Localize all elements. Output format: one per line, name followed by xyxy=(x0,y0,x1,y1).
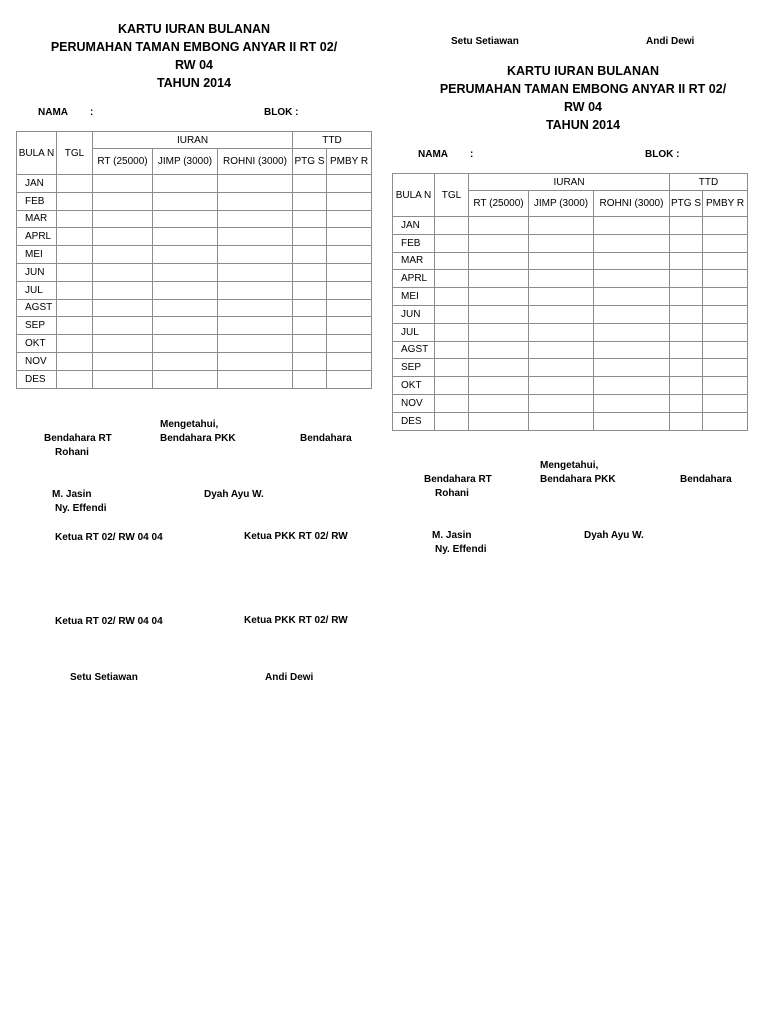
empty-cell[interactable] xyxy=(529,377,594,395)
table-row xyxy=(17,228,372,246)
month-cell: JUN xyxy=(17,263,57,281)
month-cell: FEB xyxy=(393,234,435,252)
empty-cell[interactable] xyxy=(670,377,703,395)
empty-cell[interactable] xyxy=(93,370,153,388)
nama-label-right: NAMA xyxy=(418,149,448,160)
table-row xyxy=(17,352,372,370)
empty-cell[interactable] xyxy=(703,341,748,359)
bendahara-pkk-label-right: Bendahara PKK xyxy=(540,474,616,485)
empty-cell[interactable] xyxy=(529,217,594,235)
m-jasin-name-right: M. Jasin xyxy=(432,530,472,541)
empty-cell[interactable] xyxy=(594,341,670,359)
bendahara-pkk-label: Bendahara PKK xyxy=(160,433,236,444)
empty-cell[interactable] xyxy=(93,299,153,317)
month-cell: APRL xyxy=(17,228,57,246)
header-tgl: TGL xyxy=(57,132,93,175)
empty-cell[interactable] xyxy=(293,335,327,353)
empty-cell[interactable] xyxy=(293,263,327,281)
empty-cell[interactable] xyxy=(153,352,218,370)
ketua-rt-label-2: Ketua RT 02/ RW 04 04 xyxy=(55,616,163,627)
table-row xyxy=(17,281,372,299)
empty-cell[interactable] xyxy=(57,228,93,246)
bendahara-rt-label: Bendahara RT xyxy=(44,433,112,444)
mengetahui-label-right: Mengetahui, xyxy=(540,460,599,471)
empty-cell[interactable] xyxy=(594,323,670,341)
empty-cell[interactable] xyxy=(703,234,748,252)
empty-cell[interactable] xyxy=(703,270,748,288)
empty-cell[interactable] xyxy=(435,359,469,377)
empty-cell[interactable] xyxy=(153,299,218,317)
empty-cell[interactable] xyxy=(153,263,218,281)
month-cell: OKT xyxy=(17,335,57,353)
ketua-rt-label: Ketua RT 02/ RW 04 04 xyxy=(55,532,163,543)
iuran-table xyxy=(16,131,372,389)
empty-cell[interactable] xyxy=(293,317,327,335)
month-cell: DES xyxy=(17,370,57,388)
empty-cell[interactable] xyxy=(703,288,748,306)
empty-cell[interactable] xyxy=(57,370,93,388)
empty-cell[interactable] xyxy=(293,352,327,370)
empty-cell[interactable] xyxy=(670,270,703,288)
empty-cell[interactable] xyxy=(327,370,372,388)
nama-colon: : xyxy=(90,107,94,118)
empty-cell[interactable] xyxy=(218,228,293,246)
month-cell: FEB xyxy=(17,192,57,210)
dyah-name-right: Dyah Ayu W. xyxy=(584,530,644,541)
andi-name: Andi Dewi xyxy=(265,672,314,683)
empty-cell[interactable] xyxy=(327,228,372,246)
empty-cell[interactable] xyxy=(327,352,372,370)
month-rows xyxy=(17,175,372,389)
table-row xyxy=(393,234,748,252)
table-row xyxy=(17,175,372,193)
empty-cell[interactable] xyxy=(57,317,93,335)
month-cell: JAN xyxy=(393,217,435,235)
table-row xyxy=(17,299,372,317)
empty-cell[interactable] xyxy=(529,412,594,430)
empty-cell[interactable] xyxy=(670,359,703,377)
empty-cell[interactable] xyxy=(670,394,703,412)
empty-cell[interactable] xyxy=(529,323,594,341)
table-row xyxy=(393,217,748,235)
empty-cell[interactable] xyxy=(57,263,93,281)
month-cell: NOV xyxy=(393,394,435,412)
table-row xyxy=(393,412,748,430)
card-title: KARTU IURAN BULANAN PERUMAHAN TAMAN EMBONG ANYAR II RT 02/ RW 04 TAHUN 2014 xyxy=(50,22,338,90)
empty-cell[interactable] xyxy=(469,359,529,377)
empty-cell[interactable] xyxy=(594,412,670,430)
empty-cell[interactable] xyxy=(469,377,529,395)
empty-cell[interactable] xyxy=(57,352,93,370)
nama-label: NAMA xyxy=(38,107,68,118)
empty-cell[interactable] xyxy=(57,246,93,264)
empty-cell[interactable] xyxy=(153,228,218,246)
empty-cell[interactable] xyxy=(703,359,748,377)
iuran-table-right xyxy=(392,173,748,431)
empty-cell[interactable] xyxy=(293,192,327,210)
table-row xyxy=(17,192,372,210)
empty-cell[interactable] xyxy=(469,323,529,341)
empty-cell[interactable] xyxy=(703,377,748,395)
empty-cell[interactable] xyxy=(435,341,469,359)
empty-cell[interactable] xyxy=(703,323,748,341)
empty-cell[interactable] xyxy=(670,412,703,430)
dyah-name: Dyah Ayu W. xyxy=(204,489,264,500)
empty-cell[interactable] xyxy=(218,192,293,210)
empty-cell[interactable] xyxy=(670,234,703,252)
bendahara-label: Bendahara xyxy=(300,433,352,444)
empty-cell[interactable] xyxy=(435,234,469,252)
header-rt: RT (25000) xyxy=(469,191,529,217)
empty-cell[interactable] xyxy=(218,281,293,299)
empty-cell[interactable] xyxy=(670,323,703,341)
month-cell: MAR xyxy=(393,252,435,270)
empty-cell[interactable] xyxy=(529,305,594,323)
empty-cell[interactable] xyxy=(435,288,469,306)
empty-cell[interactable] xyxy=(435,305,469,323)
table-row xyxy=(17,370,372,388)
bendahara-rt-label-right: Bendahara RT xyxy=(424,474,492,485)
month-cell: MEI xyxy=(17,246,57,264)
header-pmbyr: PMBY R xyxy=(327,149,372,175)
empty-cell[interactable] xyxy=(293,299,327,317)
empty-cell[interactable] xyxy=(327,246,372,264)
empty-cell[interactable] xyxy=(218,175,293,193)
blok-label-right: BLOK : xyxy=(645,149,680,160)
empty-cell[interactable] xyxy=(153,317,218,335)
empty-cell[interactable] xyxy=(435,217,469,235)
empty-cell[interactable] xyxy=(327,210,372,228)
empty-cell[interactable] xyxy=(469,270,529,288)
header-jimp: JIMP (3000) xyxy=(529,191,594,217)
empty-cell[interactable] xyxy=(218,299,293,317)
card-title-right: KARTU IURAN BULANAN PERUMAHAN TAMAN EMBONG ANYAR II RT 02/ RW 04 TAHUN 2014 xyxy=(439,64,727,132)
header-rohni: ROHNI (3000) xyxy=(594,191,670,217)
empty-cell[interactable] xyxy=(218,370,293,388)
header-bulan: BULA N xyxy=(393,174,435,217)
empty-cell[interactable] xyxy=(594,377,670,395)
empty-cell[interactable] xyxy=(594,394,670,412)
empty-cell[interactable] xyxy=(153,335,218,353)
empty-cell[interactable] xyxy=(153,210,218,228)
empty-cell[interactable] xyxy=(293,210,327,228)
header-ptgs: PTG S xyxy=(670,191,703,217)
empty-cell[interactable] xyxy=(327,317,372,335)
header-ttd: TTD xyxy=(293,132,372,149)
header-ptgs: PTG S xyxy=(293,149,327,175)
table-row xyxy=(393,288,748,306)
empty-cell[interactable] xyxy=(218,210,293,228)
empty-cell[interactable] xyxy=(57,175,93,193)
empty-cell[interactable] xyxy=(594,217,670,235)
empty-cell[interactable] xyxy=(93,228,153,246)
empty-cell[interactable] xyxy=(703,412,748,430)
empty-cell[interactable] xyxy=(469,305,529,323)
empty-cell[interactable] xyxy=(529,341,594,359)
empty-cell[interactable] xyxy=(469,394,529,412)
empty-cell[interactable] xyxy=(670,217,703,235)
month-cell: OKT xyxy=(393,377,435,395)
setu-name-top: Setu Setiawan xyxy=(451,36,519,47)
empty-cell[interactable] xyxy=(469,234,529,252)
mengetahui-label: Mengetahui, xyxy=(160,419,219,430)
empty-cell[interactable] xyxy=(218,246,293,264)
empty-cell[interactable] xyxy=(670,288,703,306)
empty-cell[interactable] xyxy=(218,263,293,281)
empty-cell[interactable] xyxy=(57,210,93,228)
header-tgl: TGL xyxy=(435,174,469,217)
m-jasin-name: M. Jasin xyxy=(52,489,92,500)
month-cell: JUL xyxy=(17,281,57,299)
table-row xyxy=(393,305,748,323)
empty-cell[interactable] xyxy=(218,335,293,353)
empty-cell[interactable] xyxy=(153,370,218,388)
empty-cell[interactable] xyxy=(670,252,703,270)
empty-cell[interactable] xyxy=(218,317,293,335)
rohani-name-right: Rohani xyxy=(435,488,469,499)
table-row xyxy=(393,341,748,359)
empty-cell[interactable] xyxy=(93,352,153,370)
month-rows xyxy=(393,217,748,431)
empty-cell[interactable] xyxy=(57,299,93,317)
table-row xyxy=(17,317,372,335)
empty-cell[interactable] xyxy=(93,263,153,281)
header-rohni: ROHNI (3000) xyxy=(218,149,293,175)
empty-cell[interactable] xyxy=(435,270,469,288)
empty-cell[interactable] xyxy=(529,252,594,270)
ketua-pkk-label-2: Ketua PKK RT 02/ RW xyxy=(244,615,348,626)
table-row xyxy=(17,210,372,228)
ny-effendi-name: Ny. Effendi xyxy=(55,503,107,514)
empty-cell[interactable] xyxy=(529,234,594,252)
empty-cell[interactable] xyxy=(594,270,670,288)
empty-cell[interactable] xyxy=(469,288,529,306)
empty-cell[interactable] xyxy=(93,246,153,264)
table-row xyxy=(393,252,748,270)
header-iuran: IURAN xyxy=(469,174,670,191)
header-pmbyr: PMBY R xyxy=(703,191,748,217)
empty-cell[interactable] xyxy=(703,217,748,235)
empty-cell[interactable] xyxy=(218,352,293,370)
month-cell: SEP xyxy=(17,317,57,335)
nama-colon-right: : xyxy=(470,149,474,160)
ketua-pkk-label: Ketua PKK RT 02/ RW xyxy=(244,531,348,542)
empty-cell[interactable] xyxy=(57,281,93,299)
empty-cell[interactable] xyxy=(594,359,670,377)
month-cell: JAN xyxy=(17,175,57,193)
rohani-name: Rohani xyxy=(55,447,89,458)
table-row xyxy=(17,335,372,353)
empty-cell[interactable] xyxy=(529,270,594,288)
table-row xyxy=(17,246,372,264)
setu-name: Setu Setiawan xyxy=(70,672,138,683)
empty-cell[interactable] xyxy=(93,317,153,335)
month-cell: SEP xyxy=(393,359,435,377)
empty-cell[interactable] xyxy=(327,335,372,353)
empty-cell[interactable] xyxy=(153,281,218,299)
empty-cell[interactable] xyxy=(327,263,372,281)
header-rt: RT (25000) xyxy=(93,149,153,175)
empty-cell[interactable] xyxy=(703,252,748,270)
empty-cell[interactable] xyxy=(293,175,327,193)
empty-cell[interactable] xyxy=(435,412,469,430)
empty-cell[interactable] xyxy=(529,359,594,377)
empty-cell[interactable] xyxy=(670,341,703,359)
empty-cell[interactable] xyxy=(93,335,153,353)
empty-cell[interactable] xyxy=(529,394,594,412)
empty-cell[interactable] xyxy=(153,246,218,264)
table-row xyxy=(393,270,748,288)
month-cell: JUN xyxy=(393,305,435,323)
month-cell: MAR xyxy=(17,210,57,228)
table-row xyxy=(393,377,748,395)
empty-cell[interactable] xyxy=(93,281,153,299)
empty-cell[interactable] xyxy=(293,246,327,264)
month-cell: MEI xyxy=(393,288,435,306)
header-iuran: IURAN xyxy=(93,132,293,149)
month-cell: AGST xyxy=(393,341,435,359)
empty-cell[interactable] xyxy=(93,192,153,210)
empty-cell[interactable] xyxy=(469,341,529,359)
table-row xyxy=(393,394,748,412)
empty-cell[interactable] xyxy=(594,305,670,323)
andi-name-top: Andi Dewi xyxy=(646,36,695,47)
empty-cell[interactable] xyxy=(293,281,327,299)
empty-cell[interactable] xyxy=(469,217,529,235)
empty-cell[interactable] xyxy=(293,228,327,246)
empty-cell[interactable] xyxy=(435,394,469,412)
empty-cell[interactable] xyxy=(703,305,748,323)
month-cell: NOV xyxy=(17,352,57,370)
empty-cell[interactable] xyxy=(469,252,529,270)
empty-cell[interactable] xyxy=(93,210,153,228)
empty-cell[interactable] xyxy=(293,370,327,388)
empty-cell[interactable] xyxy=(327,192,372,210)
empty-cell[interactable] xyxy=(435,377,469,395)
empty-cell[interactable] xyxy=(57,335,93,353)
month-cell: AGST xyxy=(17,299,57,317)
empty-cell[interactable] xyxy=(703,394,748,412)
month-cell: APRL xyxy=(393,270,435,288)
table-row xyxy=(393,323,748,341)
empty-cell[interactable] xyxy=(435,323,469,341)
empty-cell[interactable] xyxy=(594,252,670,270)
blok-label: BLOK : xyxy=(264,107,299,118)
empty-cell[interactable] xyxy=(529,288,594,306)
header-ttd: TTD xyxy=(670,174,748,191)
header-bulan: BULA N xyxy=(17,132,57,175)
bendahara-label-right: Bendahara xyxy=(680,474,732,485)
empty-cell[interactable] xyxy=(57,192,93,210)
month-cell: DES xyxy=(393,412,435,430)
table-row xyxy=(393,359,748,377)
empty-cell[interactable] xyxy=(327,281,372,299)
empty-cell[interactable] xyxy=(594,288,670,306)
empty-cell[interactable] xyxy=(469,412,529,430)
table-row xyxy=(17,263,372,281)
month-cell: JUL xyxy=(393,323,435,341)
header-jimp: JIMP (3000) xyxy=(153,149,218,175)
ny-effendi-name-right: Ny. Effendi xyxy=(435,544,487,555)
empty-cell[interactable] xyxy=(153,192,218,210)
empty-cell[interactable] xyxy=(153,175,218,193)
empty-cell[interactable] xyxy=(327,299,372,317)
empty-cell[interactable] xyxy=(594,234,670,252)
empty-cell[interactable] xyxy=(93,175,153,193)
empty-cell[interactable] xyxy=(327,175,372,193)
empty-cell[interactable] xyxy=(435,252,469,270)
empty-cell[interactable] xyxy=(670,305,703,323)
